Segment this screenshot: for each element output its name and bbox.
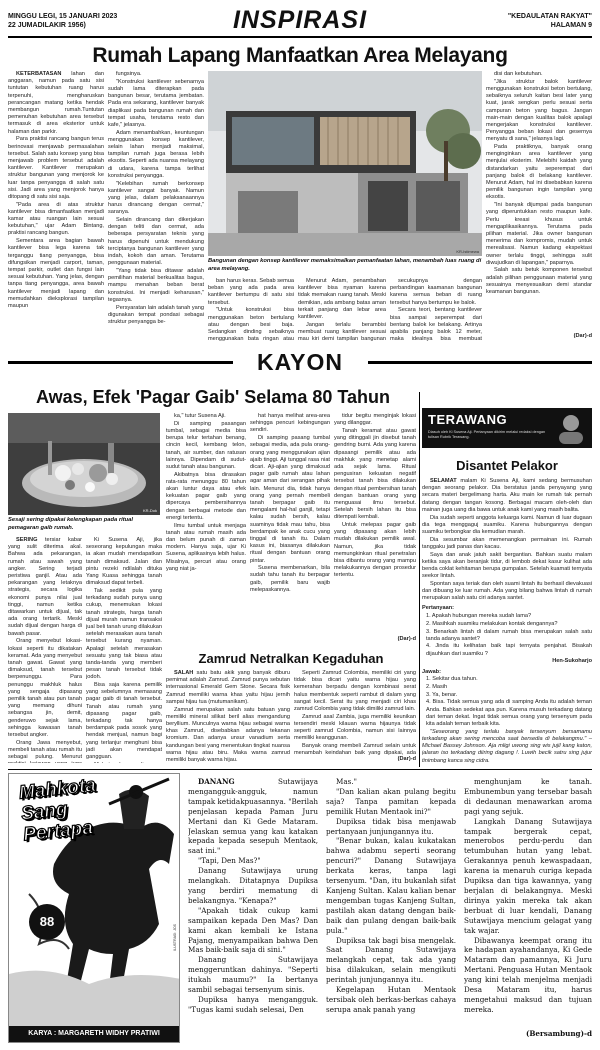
page-number: HALAMAN 9 <box>550 22 592 29</box>
paragraph <box>166 421 246 471</box>
article3-headline: Zamrud Netralkan Kegaduhan <box>198 651 384 666</box>
paragraph <box>188 777 318 856</box>
date-line-1: MINGGU LEGI, 15 JANUARI 2023 <box>8 13 118 20</box>
paragraph <box>422 478 592 514</box>
paragraph <box>8 202 104 238</box>
paragraph-text: Orang Jawa menyebut, membeli tanah atau rumah itu sebagai pulung. Menurut <box>8 739 82 761</box>
paragraph <box>334 522 416 580</box>
paragraph <box>250 435 330 565</box>
paragraph <box>188 995 318 1015</box>
illustration-credit: ILUSTRASI: JOS <box>173 924 177 951</box>
article2-column-5 <box>334 413 416 637</box>
paragraph <box>108 305 204 327</box>
question-item: 4. Jinda itu kelihatan baik tapi ternyata penjahat. Bisakah dijauhkan dari suamiku ? <box>426 643 592 657</box>
kayon-section-label: KAYON <box>257 349 343 375</box>
paragraph-text: Dia sudah seperti anggota keluarga kami. Namun di luar dugaan dia tega menggaguj suamiku. Karena hubungannya dengan suamiku terbongkar dia kemudian marah. <box>422 514 592 535</box>
article1-headline: Rumah Lapang Manfaatkan Area Melayang <box>92 44 508 67</box>
paragraph <box>298 322 386 342</box>
paragraph-text: Di samping pasang tumbal sebagai media, ada pula orang-orang yang menggunakan ajian ajaib tinggi. Aji tunggal rasa niat dicari. Aji-ajian yang dimaksud pagar gaib rumah atau lahan agar aman dari serangan pihak lain. Menurut dia, tidak hanya orang yang pernah membeli tanah berpagar gaib itu mengalami hal-hal ganjil, tetapi kalau sudah bersih, kalau suaminya tidak mau tahu, bisa berdampak ke anak cucu yang tinggal di tanah itu. Dalam kasus ini, biasanya dilakukan ritual dengan bantuan orang pintar. <box>250 435 330 564</box>
paragraph-text: "Apakah tidak cukup kami sampaikan kepada Den Mas? Dan kami akan kembali ke Istana Pajang, menyampaikan bahwa Den Mas baik-baik saja di sini." <box>188 905 318 955</box>
paragraph <box>326 817 456 837</box>
article1-caption: Bangunan dengan konsep kantilever memaksimalkan pemanfaatan lahan, menambah luas ruang di area melayang. <box>208 258 482 272</box>
cerbung-column-2 <box>326 777 456 1043</box>
paragraph <box>8 71 104 136</box>
answer-item: 1. Sekitar dua tahun. <box>426 676 478 683</box>
paragraph-text: Tanah keramat atau gawat yang ditinggali jin disebut tanah gendring burni. Ada yang karena dipasangi pemilik atau ada makhluk yang menetap alami ada sejak lama. Ritual pengusiran kekuatan negatif tersebut tanah bisa dilakukan dengan ritual pembersihan tanah dengan bantuan orang yang menguasai ilmu tersebut. Setelah bersih lahan itu bisa ditempati kembali. <box>334 427 416 521</box>
cerbung-title-line-3: Pertapa <box>22 817 94 846</box>
paragraph <box>86 537 162 587</box>
lead-word: SELAMAT <box>430 478 457 484</box>
paragraph <box>334 428 416 522</box>
terawang-title: TERAWANG <box>428 412 508 427</box>
cerbung-sign-wrap <box>464 1029 592 1041</box>
paragraph <box>188 955 318 995</box>
paragraph-text: Adam menambahkan, keuntungan menggunakan konsep kantilever, selain lahan menjadi maksimal, tampilan rumah juga berasa lebih eksotis. Seperti ada nuansa melayang di udara, karena tampa terlihat konstruksi penyangga. <box>108 129 204 179</box>
article2-sign-wrap <box>334 636 416 646</box>
paragraph-text: Zamrud asal Zambia, juga memiliki keunikan tersendiri meski kilauan warna hijaunya tidak seperti zamrud Colombia, namun sisi lainnya memiliki keanggunan. <box>294 713 416 742</box>
answer-item: 3. Ya, benar. <box>426 691 458 698</box>
paragraph <box>486 144 592 202</box>
paragraph <box>108 130 204 180</box>
article1-column-4 <box>298 278 386 342</box>
masthead <box>8 6 592 38</box>
paragraph <box>326 985 456 1015</box>
article3-sign-wrap <box>294 756 416 766</box>
paragraph-text: "Jika struktur balok kantilever menggunakan konstruksi beton bertulang, sebaiknya seluruh kaitan besi later yang kuat, jarak sengkan perlu sesuai serta campuran beton yang bagus. Jangan main-main dengan kualitas balok apalagi mengerjakan konstruksi kantilever. Penyangga beban lokasi dan gesernya menyatu di sana," jelasnya lagi. <box>486 78 592 143</box>
paragraph-text: Sutawijaya mengangguk-angguk, namun tampak ketidakpuasannya. "Berilah penjelasan kepada Paman Juru Mertani dan Ki Gede Mataram. Jelaskan semua yang kau katakan kepada kepada sesepuh Mentaok, saat ini." <box>188 777 318 856</box>
lead-word: SERING <box>16 537 38 543</box>
paragraph <box>464 936 592 1015</box>
cerbung-title-line-1: Mahkota <box>17 774 97 804</box>
paragraph-text: "Kelebihan rumah berkonsep kantilever sangat banyak. Namun yang jelas, dalam pelaksanaannya harus dirancang dengan cermat," saranya. <box>108 180 204 216</box>
paragraph <box>188 866 318 906</box>
paragraph <box>486 71 592 78</box>
paragraph-text: disi dan kebutuhan. <box>494 71 543 77</box>
paragraph <box>188 856 318 866</box>
paragraph <box>166 670 290 706</box>
paragraph-text: Untuk melepas pagar gaib yang dipasang akan lebih mudah dilakukan pemilik awal. Namun, jika tidak memungkinkan ritual penetralan bisa dibantu orang yang mampu melakukannya dengan prosedur tertentu. <box>334 522 416 579</box>
section-title: INSPIRASI <box>232 6 368 34</box>
paragraph <box>326 777 456 787</box>
paragraph <box>422 537 592 551</box>
paragraph-text: Danang Sutawijaya urung melangkah. Ditatapnya Dupiksa yang berdiri mematung di belakangnya. "Kenapa?" <box>188 866 318 905</box>
paragraph-text: hat hanya melihat area-area sehingga pencuri kebingungan sendiri. <box>250 413 330 434</box>
article2-caption: Sesaji sering dipakai kelengkapan pada ritual pemagaran gaib rumah. <box>8 517 134 531</box>
paragraph <box>86 682 162 761</box>
article2-column-2 <box>86 537 162 763</box>
cerbung-illustration <box>8 773 180 1043</box>
terawang-banner <box>422 408 592 448</box>
cerbung-title-line-2: Sang <box>20 798 69 825</box>
paragraph-text: Orang menyebut lokasi-lokasi seperti itu dikatakan keramat. Ada yang menyebut tanah gawat. Gawat yang dimaksud, tanah tersebut berpenunggu. Para penunggu makhluk halus yang sengaja dipasang pemilik tanah atau pun tanah yang memang dihuni sebangsa jin, demit, genderuwo sejak lama, sehingga kawasan tanah tersebut angker. <box>8 638 82 738</box>
paragraph <box>250 413 330 435</box>
paragraph-text: Persyaratan lain adalah tanah yang digunakan tempat pondasi sebagai struktur penyangga be- <box>108 304 204 325</box>
paragraph-text: Kegelapan Hutan Mentaok tersibak oleh berkas-berkas cahaya serupa anak panah yang <box>326 985 456 1014</box>
lead-word: SALAH <box>174 670 194 676</box>
paragraph <box>464 777 592 817</box>
paragraph-text: tersiar kabar yang sulit diterima akal. Bahwa ada pekarangan, rumah atau sawah yang angker. Sering terjadi peristiwa ganjil. Atau ada pekarangan yang letaknya strategis, secara logika ekonomi punya nilai jual tinggi, namun ketika ditawarkan untuk dijual, tak ada orang tertarik. Meski sudah dijual dengan harga di bawah pasar. <box>8 537 82 637</box>
paragraph-text: Dupiksa tak bagi bisa mengelak. Saat Danang Sutawijaya melangkah cepat, tak ada yang bisa dilakukan, selain mengikuti perintah junjungannya itu. <box>326 935 456 985</box>
paragraph-text: "Ini banyak dijumpai pada bangunan yang diperuntukkan resto maupun kafe. Perlu kreasi khusus untuk mengaplikasikannya. Terutama pada pilihan material. Jika owner bangunan menerima dan kompromis, mudah untuk merealisasi. Namun kadang ekspektasi owner terlalu tinggi, sehingga sulit diwujudkan di lapangan," paparnya. <box>486 202 592 266</box>
paragraph-text: Spontan saya teriak dan oleh suami lintah itu berhasil dievakuasi dan dibuang ke luar rumah. Ada yang bilang bahwa lintah di rumah merupakan salah satu ciri adanya santet. <box>422 580 592 602</box>
column-divider <box>419 392 420 767</box>
paragraph <box>294 743 416 756</box>
paragraph-text: Langkah Danang Sutawijaya tampak bergerak cepat, menerobos perdu-perdu dan tetumbuhan hutan yang lebat. Gerakannya penuh kewaspadaan, karena ia menaruh curiga kepada Dupiksa dan tiga kawannya, yang berjalan di belakangnya. Meski dirinya yakin mereka tak akan berbuat di luar kendali, Danang Sutawijaya mencium gelagat yang tak wajar. <box>464 816 592 935</box>
paragraph <box>294 714 416 743</box>
answers-label: Jawab: <box>422 668 441 675</box>
paragraph <box>208 307 294 342</box>
article2-headline: Awas, Efek 'Pagar Gaib' Selama 80 Tahun <box>35 387 391 407</box>
paragraph-text: fungsinya. <box>116 71 142 77</box>
paragraph <box>486 267 592 296</box>
paragraph <box>108 268 204 304</box>
article1-photo <box>208 71 482 256</box>
paragraph <box>422 552 592 581</box>
paragraph <box>294 670 416 713</box>
paragraph <box>422 581 592 603</box>
paragraph <box>250 565 330 594</box>
paragraph-text: "Pada area di atas struktur kantilever bisa dimanfaatkan menjadi kamar atau ruangan lain sesuai kebutuhan," ujar Adam Bintang, praktisi rancang bangun. <box>8 201 104 237</box>
paragraph-text: Tak sedikit pula yang terkadang sudah punya uang cukup, menemukan lokasi tanah strategis, harga tanah dijual murah namun transaksi jual beli tanah urung dilakukan setelah merasakan aura tanah tersebut kurang nyaman. Apalagi setelah merasakan sesuatu yang tak biasa atau tanda-tanda yang memberi pesan tanah tersebut tidak jodoh. <box>86 587 162 681</box>
paragraph <box>464 817 592 936</box>
paragraph <box>326 836 456 935</box>
paragraph <box>166 472 246 522</box>
cerbung-column-3 <box>464 777 592 1029</box>
paragraph <box>8 238 104 310</box>
paragraph-text: Bisa saja karena pemilik yang sebelumnya memasang pagar gaib di tanah tersebut. Tanah atau rumah yang dipasang pagar gaib, terkadang tak hanya berdampak pada sosok yang hendak menjual, namun bagi yang terlanjur menghuni bisa jadi akan mendapat gangguan. <box>86 682 162 761</box>
paragraph-text: menghunjam ke tanah. Embunembun yang tersebar basah di dedaunan menawarkan aroma pagi yang sejuk. <box>464 777 592 816</box>
paragraph <box>8 638 82 739</box>
article2-photo-credit: KR-Dok <box>142 508 157 513</box>
paragraph <box>108 181 204 217</box>
paragraph-text: "Dan kalian akan pulang begitu saja? Tanpa pamitan kepada pemilik Hutan Mentaok ini?" <box>326 786 456 816</box>
lead-word: KETERBATASAN <box>16 71 62 77</box>
paragraph-text: Seperti Zamrud Colombia, memiliki ciri yang tidak bisa dicari yaitu warna hijau yang kemerahan berpadu dengan kombinasi serat halus membentuk seperti rambut di dalam yang sangat kecil. Serat itu yang menjadi ciri khas zamrud Colombia yang tidak dimiliki zamrud lain. <box>294 670 416 713</box>
cantilever-house-image <box>208 71 482 256</box>
article3-sign: (Dar)-d <box>397 756 416 762</box>
cerbung-sign: (Bersambung)-d <box>525 1029 592 1038</box>
article1-column-5 <box>390 278 482 342</box>
paragraph <box>108 217 204 267</box>
terawang-headline: Disantet Pelakor <box>456 458 558 473</box>
paragraph-text: satu batu akik yang banyak diburu pemimat adalah Zamrud. Zamrud punya sebutan internasional Emerald Gem Stone. Secara fisik Zamrud memiliki warna khas yaitu hijau jernih sampai hijau tua (mutumanikam). <box>166 670 290 705</box>
article1-column-2 <box>108 71 204 341</box>
paragraph-text: malam Ki Susena Aji, kami sedang bermusuhan dengan seorang pelakor. Dia berstatus janda penyayang yang secara materi bergelimang harta. Aku main ke rumah tak pernah datang dengan tangan kosong. Berbagai macam oleh-oleh dan mainan juga uang dia bawa untuk anak kami yang masih balita. <box>422 478 592 513</box>
article1-photo-credit: KR-Istimewa <box>456 249 479 254</box>
paragraph <box>326 787 456 817</box>
answer-item: 4. Bisa. Tidak semua yang ada di samping Anda itu adalah teman Anda. Bahkan sedekat apa pun. Karena musuh terkadang datang dari teman dekat. Ingat tidak semua orang yang tersenyum pada kita adalah teman terbaik kita. <box>426 699 592 727</box>
paragraph-text: "Benar bukan, kalau kukatakan bahwa adabmu seperti seorang pencuri?" Danang Sutawijaya berkata keras, tanpa lagi tersenyum. "Dan, itu bukanlah sifat Kanjeng Sultan. Kalau kalian benar mengemban tugas Kanjeng Sultan, pastilah akan datang dengan baik-baik dan pulang dengan baik-baik pula." <box>326 836 456 935</box>
paragraph-text: Dupiksa tidak bisa menjawab pertanyaan junjungannya itu. <box>326 816 456 836</box>
paragraph <box>166 413 246 420</box>
paragraph-text: Salah satu betuk komponen tersebut adalah pilihan penggunaan material yang sesuainya menyesuaikan demi standar keamanan bangunan. <box>486 267 592 296</box>
paragraph-text: Secara teori, bentang kantilever bisa sampai seperempat dari bentang balok ke belakang. Artinya apabila panjang balok 12 meter, maka idealnya bisa membuat <box>390 307 482 342</box>
date-line-2: 22 JUMADILAKIR 1956) <box>8 22 86 29</box>
paragraph <box>188 906 318 956</box>
paragraph-text: Di samping pasangan tumbal, sebagai media bisa berupa telur tertahan benang, cincin kecil, kembang telon, tanah, air sumber, dan ratusan lainnya. Dipendam di sudut-sudut tanah atau bangunan. <box>166 420 246 470</box>
paragraph-text: Menurut Adam, penambahan kantilever bisa nyaman karena tidak memakan ruang tanah. Meski demikian, ada ambang batas aman terkait panjang dan lebar area kantilever. <box>298 278 386 321</box>
paragraph <box>326 936 456 986</box>
paragraph <box>390 307 482 342</box>
article1-column-1 <box>8 71 104 341</box>
paragraph <box>108 71 204 78</box>
paragraph-text: Sementara area bagian bawah kantilever bisa lega karena tak terganggu tiang penyangga, bisa difungsikan menjadi carport, taman, tempat parkir, outlet dan fungsi lain sesuai kebutuhan. Yang jelas, dengan tanpa tiang penyangga, area bawah kantilever menjadi lapang dan memudahkan dieksplorasi tampilan maupun <box>8 238 104 309</box>
paragraph-text: Pada praktiknya, banyak orang menginginkan area kantilever yang menjulai eksterim. Melebihi kaidah yang distandarkan yaitu seperempat dari panjang balok di belakang kantilever. Menurut Adam, hal ini disebabkan karena pemilik bangunan ingin tampilan yang eksotis. <box>486 144 592 201</box>
article3-column-1 <box>166 670 290 765</box>
cerbung-title <box>18 773 114 845</box>
paragraph-text: tidur begitu menginjak lokasi yang dilanggar. <box>334 413 416 427</box>
paragraph-text: Ilmu tumbal untuk menjaga tanah atau rumah masih ada dan belum punah di zaman modern. Hanya saja, ujar Ki Susena, aplikasinya lebih halus. Misalnya, percuri atau orang yang niat ja- <box>166 522 246 572</box>
paragraph <box>486 202 592 267</box>
paragraph-text: Selain dirancang dan dikerjakan dengan teliti dan cermat, ada beberapa persyaratan teknis yang harus dipenuhi untuk mendukung terciptanya bangunan kantilever yang indah, kokoh dan aman. Terutama penggunaan material. <box>108 217 204 267</box>
paragraph-text: "Untuk konstruksi bisa menggunakan beton bertulang atau dengan besi baja. Sedangkan dinding sebaiknya menggunakan bata ringan atau <box>208 307 294 342</box>
paragraph <box>166 523 246 573</box>
article2-photo <box>8 413 160 515</box>
question-item: 1. Apakah hubungan mereka sudah lama? <box>426 613 532 620</box>
paragraph-text: "Yang tidak bisa ditawar adalah pemilihan material berkualitas bagus, mampu menahan beban berat konstruksi. Ini menjadi keharusan," tegasnya. <box>108 267 204 303</box>
question-item: 3. Benarkah lintah di dalam rumah bisa merupakan salah satu tanda adanya santet? <box>426 628 592 642</box>
paragraph <box>422 515 592 537</box>
paragraph <box>86 762 162 763</box>
cerbung-author: KARYA : MARGARETH WIDHY PRATIWI <box>9 1026 179 1042</box>
paragraph-text: lahan dan anggaran, namun pada satu sisi tuntutan kebutuhan ruang harus terpenuhi, mengharuskan perancangan matang ketika hendak membangun rumah.Tuntutan pemenuhan kebutuhan area tersebut termasuk di area eksterior untuk halaman dan parkir. <box>8 71 104 135</box>
paragraph-text: Dupiksa hanya mengangguk. "Tugas kami sudah selesai, Den <box>188 994 318 1014</box>
paragraph-text: Danang Sutawijaya menggeruntkan dahinya. "Seperti itukah maumu?" Ia bertanya sambil sebagai tersenyum sinis. <box>188 955 318 995</box>
article3-column-2 <box>294 670 416 756</box>
paragraph-text: Jangan terlalu berambisi membuat ruang kantilever sesuai mau kiri demi tampilan bangunan <box>298 321 386 342</box>
paragraph-text: ban harus keras. Sebab semua beban yang ada pada area kantilever bertumpu di satu sisi tersebut. <box>208 278 294 306</box>
paragraph <box>8 136 104 201</box>
paper-name: "KEDAULATAN RAKYAT" <box>507 13 592 20</box>
article2-column-1 <box>8 537 82 763</box>
paragraph <box>8 740 82 763</box>
paragraph-text: Mas." <box>336 777 357 786</box>
answer-item: 2. Masih <box>426 683 448 690</box>
paragraph-text: Dia sesumbar akan memenangkan permainan ini. Rumah tanggaku jadi panas dan kacau. <box>422 536 592 550</box>
terawang-subtitle: Diasuh oleh Ki Susena Aji. Pertanyaan dikirim melalui redaksi dengan tulisan Rubrik Terawang. <box>428 430 546 439</box>
paragraph-text: Banyak orang membeli Zamrud selain untuk menambah keindahan baik yang dipakai, ada <box>294 743 416 756</box>
paragraph <box>486 79 592 144</box>
paragraph <box>86 588 162 682</box>
paragraph-text: Para praktisi rancang bangun terus berinovasi menjawab permasalahan tersebut. Salah satu konsep yang bisa menjawab problem tersebut adalah kantilever. Kantilever merupakan struktur bangunan yang menjorok ke luar tanpa penyangga di salah satu sisi. Jadi area yang menjorok hanya ditopang di satu sisi saja. <box>8 136 104 200</box>
paragraph-text: Zamrud merupakan salah satu batuan yang memiliki mineral silikat beril alias mengandung beryllium. Munculnya warna hijau sebagai warna khas Zamrud, disebabkan adanya tekanan kromium. Dan adanya unsur vanadium serta kandungan besi yang menentukan tingkat nuansa warna hijau atau biru. Maka warna zamrud memiliki banyak warna hijau. <box>166 706 290 763</box>
paragraph-text: "Tapi, Den Mas?" <box>198 856 261 866</box>
article1-column-6 <box>486 71 592 333</box>
lead-word: DANANG <box>198 777 235 786</box>
paragraph <box>108 79 204 129</box>
terawang-body <box>422 478 592 768</box>
masthead-paper <box>508 12 592 30</box>
paragraph-text: Ki Susena Aji, jika seseorang kepulungan maka ia akan mudah mendapatkan tanah dimaksud. Jalan dan pintu rezeki ndilalah dituka Yang Kuasa sehingga tanah dimaksud dapat terbeli. <box>86 537 162 587</box>
article2-column-3 <box>166 413 246 645</box>
paragraph-text: "Konstruksi kantilever sebenarnya sudah lama diterapkan pada bangunan besar, terutama jembatan. Pada era sekarang, kantilever banyak diaplikasi pada bangunan rumah dan tempat usaha, terutama resto dan kafe," jelasnya. <box>108 78 204 128</box>
paragraph <box>298 278 386 321</box>
paragraph <box>208 278 294 307</box>
article2-column-4 <box>250 413 330 645</box>
asker-signature: Hen-Sukoharjo <box>552 658 592 665</box>
columnist-portrait-icon <box>556 412 586 444</box>
paragraph <box>8 537 82 638</box>
closing-quote: "Seseorang yang terlalu banyak tersenyum bersamamu terkadang akan sering mencoba saat bersedia di belakangmu." – Michael Bassey Johnson. Aja mligi uwong sing wis jujil kang katon, jalaran iso terkadang diiring dagang !. Luwih becik satru sing jujur tinimbang kanca sing cidra. <box>422 728 592 764</box>
article2-sign: (Dar)-d <box>397 636 416 642</box>
paragraph-text: Susena membenarkan, bila sudah tahu tanah itu berpagar gaib, pemilik baru wajib melepaskannya. <box>250 565 330 593</box>
paragraph-text: secukupnya dengan perbandingan kaamanan bangunan karena semua beban di ruang tersebut hanya bertumpu ke balok. <box>390 278 482 306</box>
cerbung-column-1 <box>188 777 318 1043</box>
paragraph-text: Akibatnya bisa dirasakan rata-rata menunggu 80 tahun akan luntur daya atau efek kekuatan pagar gaib yang dipercaya pembersihannya dengan berbagai metode dan energi tertentu. <box>166 471 246 521</box>
paragraph <box>390 278 482 307</box>
kayon-rule-right <box>368 361 592 364</box>
episode-number: 88 <box>29 904 65 940</box>
paragraph <box>166 707 290 765</box>
questions-label: Pertanyaan: <box>422 605 455 612</box>
paragraph-text: Saya dan anak jatuh sakit bergantian. Bahkan suatu malam ketika saya akan beranjak tidur, di lembob dekat kasur kulihat ada benda coklat kehitaman berupa gumpalan. Setelah kuamati ternyata seekor lintah. <box>422 551 592 580</box>
paragraph-text <box>86 762 162 763</box>
paragraph-text: Dibawanya keempat orang itu ke hadapan ayahandanya, Ki Gede Mataram dan pamannya, Ki Juru Mertani. Penguasa Hutan Mentaok yang kini telah menjelma menjadi Desa Mataram itu, harus mengetahui maksud dan tujuan mereka. <box>464 935 592 1014</box>
article1-sign-wrap <box>486 333 592 343</box>
paragraph-text: ka," tutur Susena Aji. <box>174 413 226 419</box>
article1-sign: (Dar)-d <box>573 333 592 339</box>
cerbung-rule <box>8 769 592 770</box>
paragraph <box>334 413 416 427</box>
offerings-image <box>8 413 160 515</box>
question-item: 2. Masihkah suamiku melakukan kontak dengannya? <box>426 620 558 627</box>
article1-column-3 <box>208 278 294 342</box>
